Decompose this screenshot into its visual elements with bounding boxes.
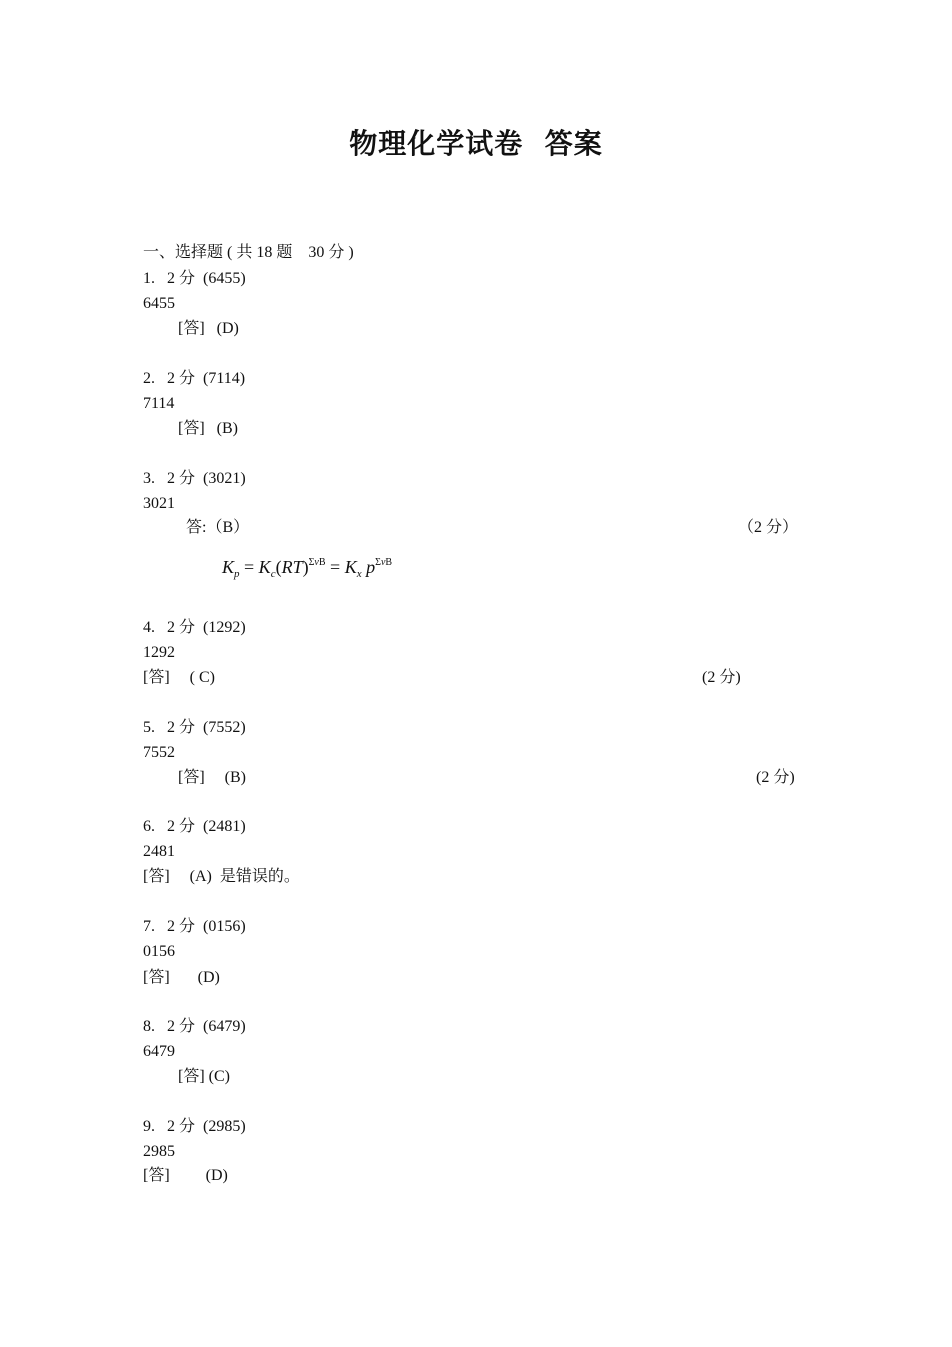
question-9-answer: [答] (D)	[143, 1167, 228, 1184]
section-header: 一、选择题 ( 共 18 题 30 分 )	[143, 244, 354, 261]
question-3-score: （2 分）	[738, 519, 799, 536]
question-9-code: 2985	[143, 1143, 175, 1160]
question-7-answer: [答] (D)	[143, 969, 220, 986]
question-5-answer: [答] (B)	[178, 769, 246, 786]
question-6-code: 2481	[143, 843, 175, 860]
question-1-answer: [答] (D)	[178, 320, 239, 337]
question-6-answer: [答] (A) 是错误的。	[143, 868, 300, 885]
question-8-answer: [答] (C)	[178, 1068, 230, 1085]
question-5-header: 5. 2 分 (7552)	[143, 719, 246, 736]
question-3-header: 3. 2 分 (3021)	[143, 470, 246, 487]
question-1-code: 6455	[143, 295, 175, 312]
question-8-code: 6479	[143, 1043, 175, 1060]
question-2-answer: [答] (B)	[178, 420, 238, 437]
question-2-code: 7114	[143, 395, 175, 412]
question-3-answer: 答:（B）	[186, 519, 250, 536]
question-6-header: 6. 2 分 (2481)	[143, 818, 246, 835]
question-7-header: 7. 2 分 (0156)	[143, 918, 246, 935]
question-7-code: 0156	[143, 943, 175, 960]
question-5-score: (2 分)	[756, 769, 795, 786]
page-title: 物理化学试卷 答案	[349, 127, 603, 160]
question-8-header: 8. 2 分 (6479)	[143, 1018, 246, 1035]
question-3-code: 3021	[143, 495, 175, 512]
question-2-header: 2. 2 分 (7114)	[143, 370, 246, 387]
question-1-header: 1. 2 分 (6455)	[143, 270, 246, 287]
question-4-answer: [答] ( C)	[143, 669, 215, 686]
question-4-header: 4. 2 分 (1292)	[143, 619, 246, 636]
question-9-header: 9. 2 分 (2985)	[143, 1118, 246, 1135]
question-4-code: 1292	[143, 644, 175, 661]
equilibrium-constant-formula: $K_p = K_c(RT)^{\Sigma\nu B} = K_x$ $p^{\Sigma\nu B}$	[222, 557, 393, 580]
question-4-score: (2 分)	[702, 669, 741, 686]
question-5-code: 7552	[143, 744, 175, 761]
